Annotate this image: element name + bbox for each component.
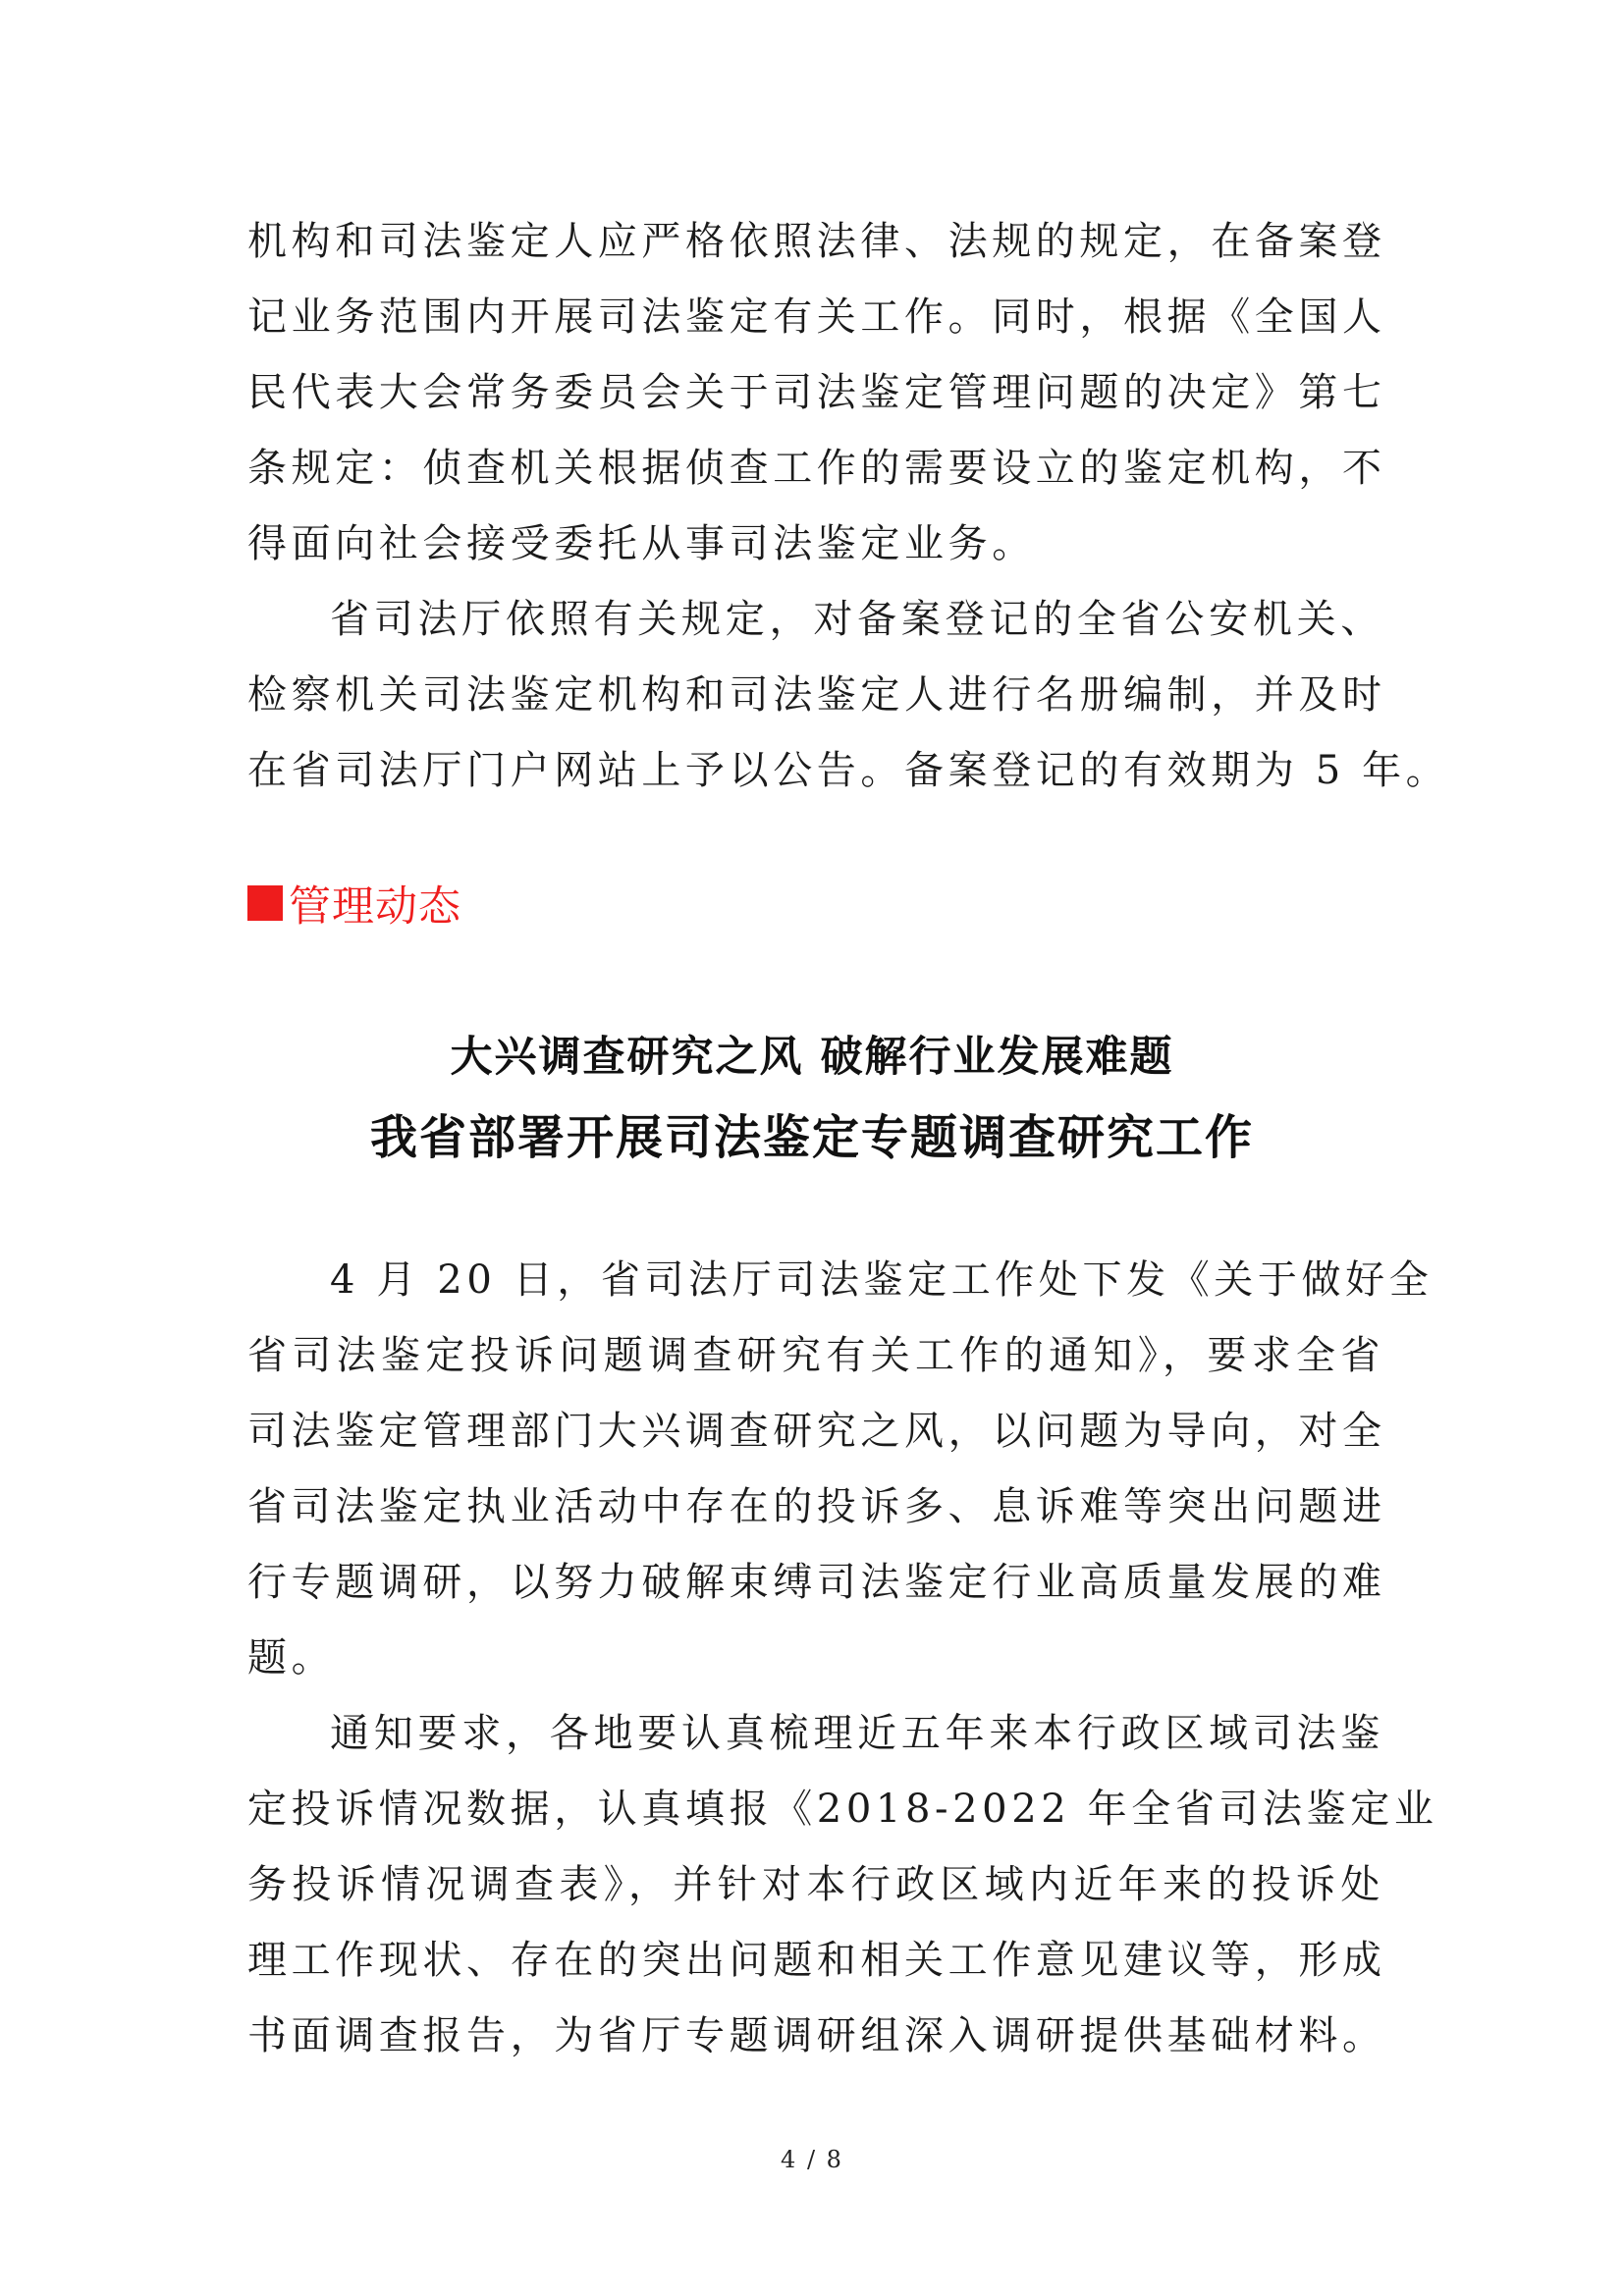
text-line: 得面向社会接受委托从事司法鉴定业务。 bbox=[247, 521, 1036, 566]
paragraph-registry bbox=[247, 582, 1450, 809]
article-title-primary: 大兴调查研究之风 破解行业发展难题 bbox=[450, 1033, 1174, 1082]
section-heading-label: 管理动态 bbox=[289, 881, 461, 932]
text-line: 行专题调研，以努力破解束缚司法鉴定行业高质量发展的难 bbox=[247, 1560, 1386, 1605]
article-title-secondary: 我省部署开展司法鉴定专题调查研究工作 bbox=[369, 1110, 1254, 1165]
page-number: 4 / 8 bbox=[781, 2146, 843, 2173]
text-line: 书面调查报告，为省厅专题调研组深入调研提供基础材料。 bbox=[247, 2013, 1386, 2058]
paragraph-registration-scope bbox=[247, 204, 1384, 582]
text-line: 省司法鉴定执业活动中存在的投诉多、息诉难等突出问题进 bbox=[247, 1484, 1386, 1529]
paragraph-notice bbox=[247, 1243, 1434, 1696]
text-line: 省司法厅依照有关规定，对备案登记的全省公安机关、 bbox=[330, 597, 1384, 642]
paragraph-requirements bbox=[247, 1696, 1438, 2074]
section-heading bbox=[247, 874, 461, 933]
text-line: 民代表大会常务委员会关于司法鉴定管理问题的决定》第七 bbox=[247, 370, 1386, 415]
text-line: 机构和司法鉴定人应严格依照法律、法规的规定，在备案登 bbox=[247, 219, 1386, 264]
red-square-icon bbox=[247, 885, 283, 921]
text-line: 理工作现状、存在的突出问题和相关工作意见建议等，形成 bbox=[247, 1938, 1386, 1983]
text-line: 在省司法厅门户网站上予以公告。备案登记的有效期为 5 年。 bbox=[247, 748, 1450, 793]
text-line: 通知要求，各地要认真梳理近五年来本行政区域司法鉴 bbox=[330, 1711, 1384, 1756]
text-line: 务投诉情况调查表》，并针对本行政区域内近年来的投诉处 bbox=[247, 1862, 1384, 1907]
text-line: 司法鉴定管理部门大兴调查研究之风，以问题为导向，对全 bbox=[247, 1409, 1386, 1454]
text-line: 条规定：侦查机关根据侦查工作的需要设立的鉴定机构，不 bbox=[247, 446, 1386, 491]
text-line: 省司法鉴定投诉问题调查研究有关工作的通知》，要求全省 bbox=[247, 1333, 1384, 1378]
text-line: 题。 bbox=[247, 1635, 336, 1681]
text-line: 记业务范围内开展司法鉴定有关工作。同时，根据《全国人 bbox=[247, 294, 1386, 340]
text-line: 定投诉情况数据，认真填报《2018-2022 年全省司法鉴定业 bbox=[247, 1787, 1438, 1832]
text-line: 4 月 20 日，省司法厅司法鉴定工作处下发《关于做好全 bbox=[330, 1257, 1434, 1303]
text-line: 检察机关司法鉴定机构和司法鉴定人进行名册编制，并及时 bbox=[247, 672, 1386, 718]
